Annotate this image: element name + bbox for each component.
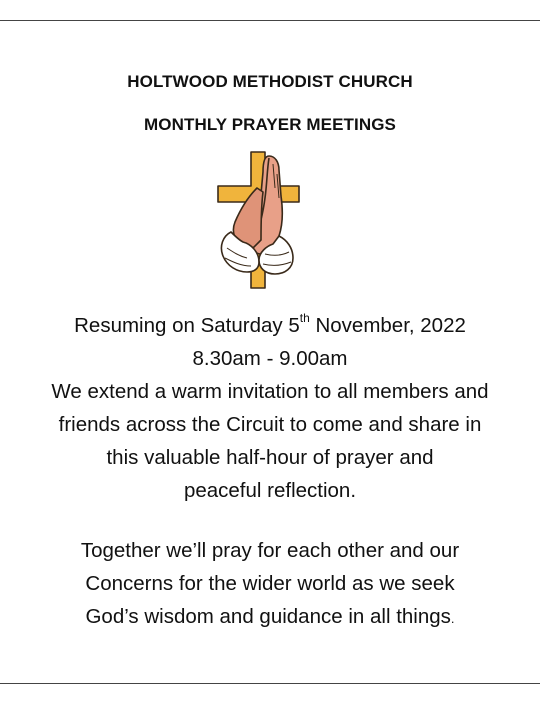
invitation-line: this valuable half-hour of prayer and (106, 446, 434, 469)
resuming-date-prefix: Resuming on Saturday 5 (74, 314, 300, 337)
invitation-line: friends across the Circuit to come and share in (58, 413, 482, 436)
resuming-date-suffix: November, 2022 (309, 314, 466, 337)
event-details (0, 309, 540, 507)
closing-line: Together we’ll pray for each other and our (80, 539, 460, 562)
closing-line-text: God’s wisdom and guidance in all things (85, 605, 451, 628)
closing-line-last (0, 600, 540, 635)
praying-hands-cross-icon (213, 148, 303, 294)
invitation-line: We extend a warm invitation to all members and (51, 380, 489, 403)
page-title: HOLTWOOD METHODIST CHURCH (127, 72, 413, 91)
resuming-date-line (0, 309, 540, 342)
meeting-time: 8.30am - 9.00am (192, 347, 348, 370)
top-divider (0, 20, 540, 21)
date-ordinal: th (299, 311, 310, 326)
bottom-divider (0, 683, 540, 684)
page-subtitle: MONTHLY PRAYER MEETINGS (144, 115, 396, 134)
invitation-line: peaceful reflection. (183, 479, 357, 502)
closing-period: . (450, 611, 455, 626)
closing-line: Concerns for the wider world as we seek (85, 572, 455, 595)
closing-message (0, 534, 540, 635)
